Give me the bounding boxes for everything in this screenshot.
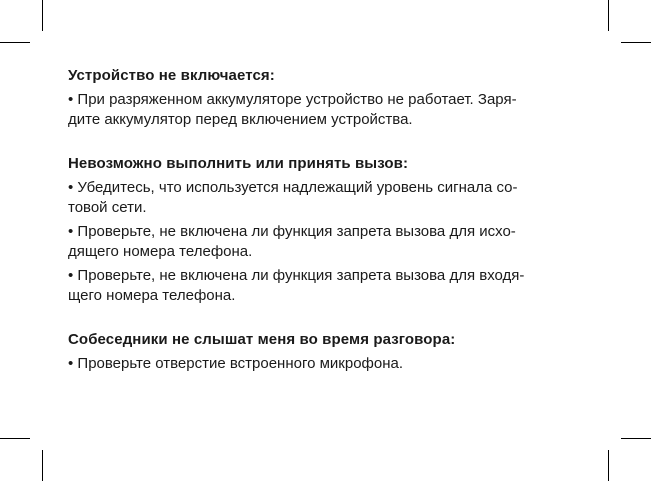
bullet-item xyxy=(68,178,568,218)
crop-mark-bottom-left-horizontal xyxy=(0,438,30,439)
crop-mark-bottom-right-vertical xyxy=(608,450,609,481)
bullet-line: дящего номера телефона. xyxy=(68,243,253,260)
bullet-item xyxy=(68,354,568,374)
bullet-line: щего номера телефона. xyxy=(68,287,236,304)
crop-mark-bottom-right-horizontal xyxy=(621,438,651,439)
troubleshooting-content xyxy=(68,66,568,398)
crop-mark-bottom-left-vertical xyxy=(42,450,43,481)
bullet-line: товой сети. xyxy=(68,199,147,216)
section-device-not-turning-on xyxy=(68,66,568,130)
bullet-line: дите аккумулятор перед включением устройства. xyxy=(68,111,413,128)
bullet-item xyxy=(68,222,568,262)
crop-mark-top-left-vertical xyxy=(42,0,43,31)
crop-mark-top-right-vertical xyxy=(608,0,609,31)
bullet-line: • Проверьте, не включена ли функция запрета вызова для входя- xyxy=(68,267,525,284)
crop-mark-top-right-horizontal xyxy=(621,42,651,43)
bullet-item xyxy=(68,90,568,130)
bullet-line: • Убедитесь, что используется надлежащий уровень сигнала со- xyxy=(68,179,518,196)
section-others-cannot-hear xyxy=(68,330,568,374)
section-cannot-make-call xyxy=(68,154,568,306)
bullet-line: • Проверьте, не включена ли функция запрета вызова для исхо- xyxy=(68,223,516,240)
bullet-line: • При разряженном аккумуляторе устройство не работает. Заря- xyxy=(68,91,517,108)
section-title: Устройство не включается: xyxy=(68,67,275,84)
section-title: Собеседники не слышат меня во время разговора: xyxy=(68,331,456,348)
bullet-line: • Проверьте отверстие встроенного микрофона. xyxy=(68,355,404,372)
section-title: Невозможно выполнить или принять вызов: xyxy=(68,155,409,172)
bullet-item xyxy=(68,266,568,306)
crop-mark-top-left-horizontal xyxy=(0,42,30,43)
